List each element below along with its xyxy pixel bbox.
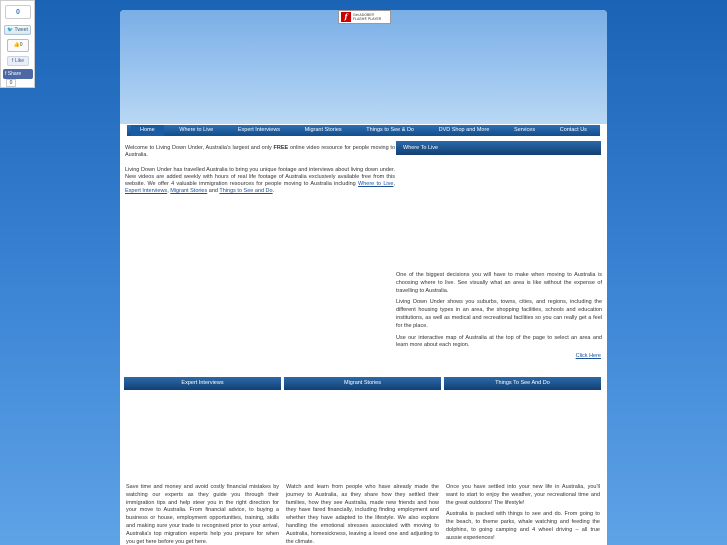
like-label: Like	[14, 58, 24, 64]
intro-text	[125, 145, 395, 203]
expert-interviews-text	[126, 484, 279, 545]
get-flash-player-badge[interactable]	[338, 10, 391, 24]
facebook-icon: f	[12, 58, 14, 64]
things-to-see-heading: Things To See And Do	[444, 377, 601, 390]
nav-expert-interviews[interactable]: Expert Interviews	[237, 127, 281, 133]
link-where-to-live[interactable]: Where to Live	[358, 181, 394, 188]
where-to-live-heading: Where To Live	[396, 141, 601, 155]
nav-home[interactable]: Home	[131, 125, 164, 136]
where-to-live-text	[396, 272, 602, 354]
things-paragraph-1: Once you have settled into your new life in Australia, you'll want to start to enjoy the weather, your recreational time and the great outdoors! The lifestyle!	[446, 484, 600, 506]
intro-paragraph-1: Welcome to Living Down Under, Australia's largest and only FREE online video resource for people moving to Australia.	[125, 145, 395, 159]
flash-line-1: Get ADOBE®	[353, 13, 375, 17]
tweet-button[interactable]	[4, 25, 31, 35]
share-count-box: 0	[5, 5, 31, 19]
facebook-like-button[interactable]	[7, 56, 29, 66]
expert-interviews-heading: Expert Interviews	[124, 377, 281, 390]
nav-things-to-see-do[interactable]: Things to See & Do	[366, 127, 414, 133]
nav-dvd-shop[interactable]: DVD Shop and More	[438, 127, 490, 133]
intro-paragraph-2: Living Down Under has travelled Australia to bring you unique footage and interviews about living down under. New videos are added weekly with hours of real life footage of Australia exclusively available free from this website. We offer 4 valuable immigration resources for people moving to Australia including Where to Live, Expert Interviews, Migrant Stories and Things to See and Do.	[125, 166, 395, 195]
flash-line-2: FLASH® PLAYER	[353, 17, 382, 21]
flash-player-icon: f	[341, 12, 351, 22]
link-things-to-see-do[interactable]: Things to See and Do	[219, 188, 273, 195]
link-expert-interviews[interactable]: Expert Interviews	[125, 188, 168, 195]
tweet-label: Tweet	[14, 27, 28, 33]
where-paragraph-1: One of the biggest decisions you will have to make when moving to Australia is choosing where to live. See visually what an area is like without the expense of travelling to Australia.	[396, 272, 602, 294]
facebook-share-icon: f	[5, 71, 7, 77]
where-paragraph-3: Use our interactive map of Australia at the top of the page to select an area and learn more about each region.	[396, 334, 602, 349]
things-to-see-text	[446, 484, 600, 545]
things-paragraph-2: Australia is packed with things to see and do. From going to the beach, to theme parks, whale watching and feeding the dolphins, to going camping and 4 wheel driving – all true aussie experiences!	[446, 511, 600, 541]
facebook-share-count: 0	[6, 79, 16, 87]
migrant-stories-text	[286, 484, 439, 545]
header-banner	[120, 10, 607, 124]
nav-contact-us[interactable]: Contact Us	[559, 127, 587, 133]
main-navigation	[127, 125, 600, 136]
expert-paragraph: Save time and money and avoid costly financial mistakes by watching our experts as they guide you through their immigration tips and help steer you in the right direction for your move to Australia. From financial advice, to buying a business or house, employment opportunities, training, skills and making sure your trade is recognised prior to your arrival, Australia's top migration experts help you prepare for when you get here before you get here.	[126, 484, 279, 545]
migrant-paragraph: Watch and learn from people who have already made the journey to Australia, as they share how they settled their families, how they see Australia, made new friends and how they have fared financially, including finding employment and whether they have adapted to the lifestyle. We also explore handling the emotional stresses associated with moving to Australia, homesickness, leaving a loved one and adjusting to the climate.	[286, 484, 439, 545]
link-migrant-stories[interactable]: Migrant Stories	[170, 188, 208, 195]
share-label: Share	[7, 71, 22, 77]
facebook-share-button[interactable]	[3, 69, 33, 79]
free-emphasis: FREE	[273, 145, 289, 151]
plusone-button[interactable]	[7, 39, 29, 52]
nav-where-to-live[interactable]: Where to Live	[179, 127, 214, 133]
thumbs-up-icon: 👍	[13, 42, 20, 48]
click-here-link[interactable]: Click Here	[575, 353, 601, 359]
where-paragraph-2: Living Down Under shows you suburbs, towns, cities, and regions, including the different housing types in an area, the shopping facilities, schools and education institutions, as well as medical and recreational facilities so you can really get a feel for the place.	[396, 299, 602, 329]
plusone-count: 0	[19, 42, 23, 48]
social-sidebar	[0, 0, 35, 88]
nav-services[interactable]: Services	[514, 127, 536, 133]
twitter-bird-icon: 🐦	[7, 27, 14, 33]
main-page	[120, 10, 607, 545]
nav-migrant-stories[interactable]: Migrant Stories	[304, 127, 342, 133]
migrant-stories-heading: Migrant Stories	[284, 377, 441, 390]
